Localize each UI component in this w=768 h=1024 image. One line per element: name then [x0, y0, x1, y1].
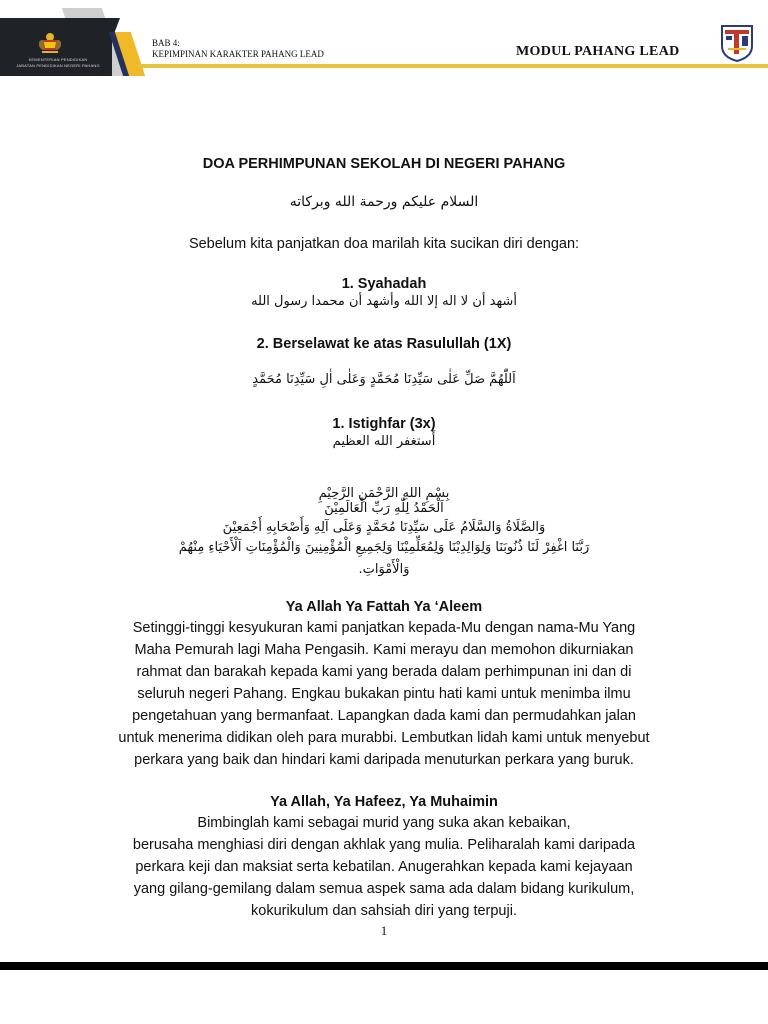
paragraph-line: berusaha menghiasi diri dengan akhlak yang mulia. Peliharalah kami daripada: [132, 837, 636, 853]
document-title: DOA PERHIMPUNAN SEKOLAH DI NEGERI PAHANG: [202, 156, 566, 172]
paragraph-line: perkara keji dan maksiat serta kebatilan. Anugerahkan kepada kami kejayaan: [135, 859, 633, 875]
section-istighfar-heading: 1. Istighfar (3x): [332, 416, 436, 432]
paragraph-line: Maha Pemurah lagi Maha Pengasih. Kami merayu dan memohon dikurniakan: [134, 642, 634, 658]
logo-caption-line2: JABATAN PENDIDIKAN NEGERI PAHANG: [16, 63, 100, 68]
section-istighfar-arabic: أَستغفر الله العظيم: [332, 434, 436, 449]
pahang-lead-logo-icon: [720, 24, 754, 62]
paragraph-line: Setinggi-tinggi kesyukuran kami panjatkan kepada-Mu dengan nama-Mu Yang: [132, 620, 636, 636]
section-selawat-heading: 2. Berselawat ke atas Rasulullah (1X): [256, 336, 512, 352]
section-hafeez-heading: Ya Allah, Ya Hafeez, Ya Muhaimin: [270, 794, 498, 810]
doa-arabic-line: اَلْحَمْدُ لِلّٰهِ رَبِّ الْعَالَمِيْنَ: [324, 501, 444, 516]
section-fattah-heading: Ya Allah Ya Fattah Ya ‘Aleem: [285, 599, 483, 615]
intro-text: Sebelum kita panjatkan doa marilah kita sucikan diri dengan:: [188, 236, 580, 252]
paragraph-line: rahmat dan barakah kepada kami yang berada dalam perhimpunan ini dan di: [136, 664, 632, 680]
module-title: MODUL PAHANG LEAD: [516, 44, 680, 59]
paragraph-line: Bimbinglah kami sebagai murid yang suka akan kebaikan,: [197, 815, 571, 831]
paragraph-line: pengetahuan yang bermanfaat. Lapangkan dada kami dan permudahkan jalan: [132, 708, 636, 724]
ministry-crest-icon: [36, 28, 64, 56]
logo-caption-line1: KEMENTERIAN PENDIDIKAN: [28, 57, 88, 62]
section-syahadah-arabic: أشهد أن لا اله إلا الله وأشهد أن محمدا رسول الله: [251, 294, 517, 309]
section-hafeez-paragraph: [60, 812, 708, 922]
section-fattah-paragraph: [60, 617, 708, 771]
page-header: [0, 0, 768, 80]
paragraph-line: seluruh negeri Pahang. Engkau bukakan pintu hati kami untuk menimba ilmu: [137, 686, 631, 702]
header-rule: [138, 64, 768, 68]
paragraph-line: perkara yang baik dan hindari kami daripada menuturkan perkara yang buruk.: [134, 752, 634, 768]
footer-bar: [0, 962, 768, 970]
chapter-title: KEPIMPINAN KARAKTER PAHANG LEAD: [152, 49, 324, 59]
doa-arabic-line: وَالْأَمْوَاتِ.: [358, 562, 410, 577]
section-selawat-arabic: اَللّٰهُمَّ صَلِّ عَلٰى سَيِّدِنَا مُحَمَّدٍ وَعَلٰى اٰلِ سَيِّدِنَا مُحَمَّدٍ: [252, 372, 516, 387]
arabic-greeting: السلام عليكم ورحمة الله وبركاته: [289, 194, 479, 210]
doa-arabic-line: رَبَّنَا اغْفِرْ لَنَا ذُنُوبَنَا وَلِوَالِدِيْنَا وَلِمُعَلِّمِيْنَا وَلِجَمِيعِ الْمُؤْمِنِينَ وَالْمُؤْمِنَاتِ اَلْأَحْيَاءِ مِنْهُمْ: [178, 540, 590, 555]
section-syahadah-heading: 1. Syahadah: [341, 276, 427, 292]
doa-arabic-line: وَالصَّلَاةُ وَالسَّلَامُ عَلَى سَيِّدِنَا مُحَمَّدٍ وَعَلَى آلِهِ وَأَصْحَابِهِ أَجْمَعِيْنَ: [222, 520, 546, 535]
paragraph-line: yang gilang-gemilang dalam semua aspek sama ada dalam bidang kurikulum,: [133, 881, 635, 897]
paragraph-line: kokurikulum dan sahsiah diri yang terpuji.: [251, 903, 517, 919]
paragraph-line: untuk menerima didikan oleh para murabbi. Lembutkan lidah kami untuk menyebut: [118, 730, 650, 746]
chapter-number: BAB 4:: [152, 38, 180, 48]
page-number: 1: [380, 923, 388, 938]
doa-arabic-line: بِسْمِ اللهِ الرَّحْمَنِ الرَّحِيْمِ: [318, 486, 450, 501]
